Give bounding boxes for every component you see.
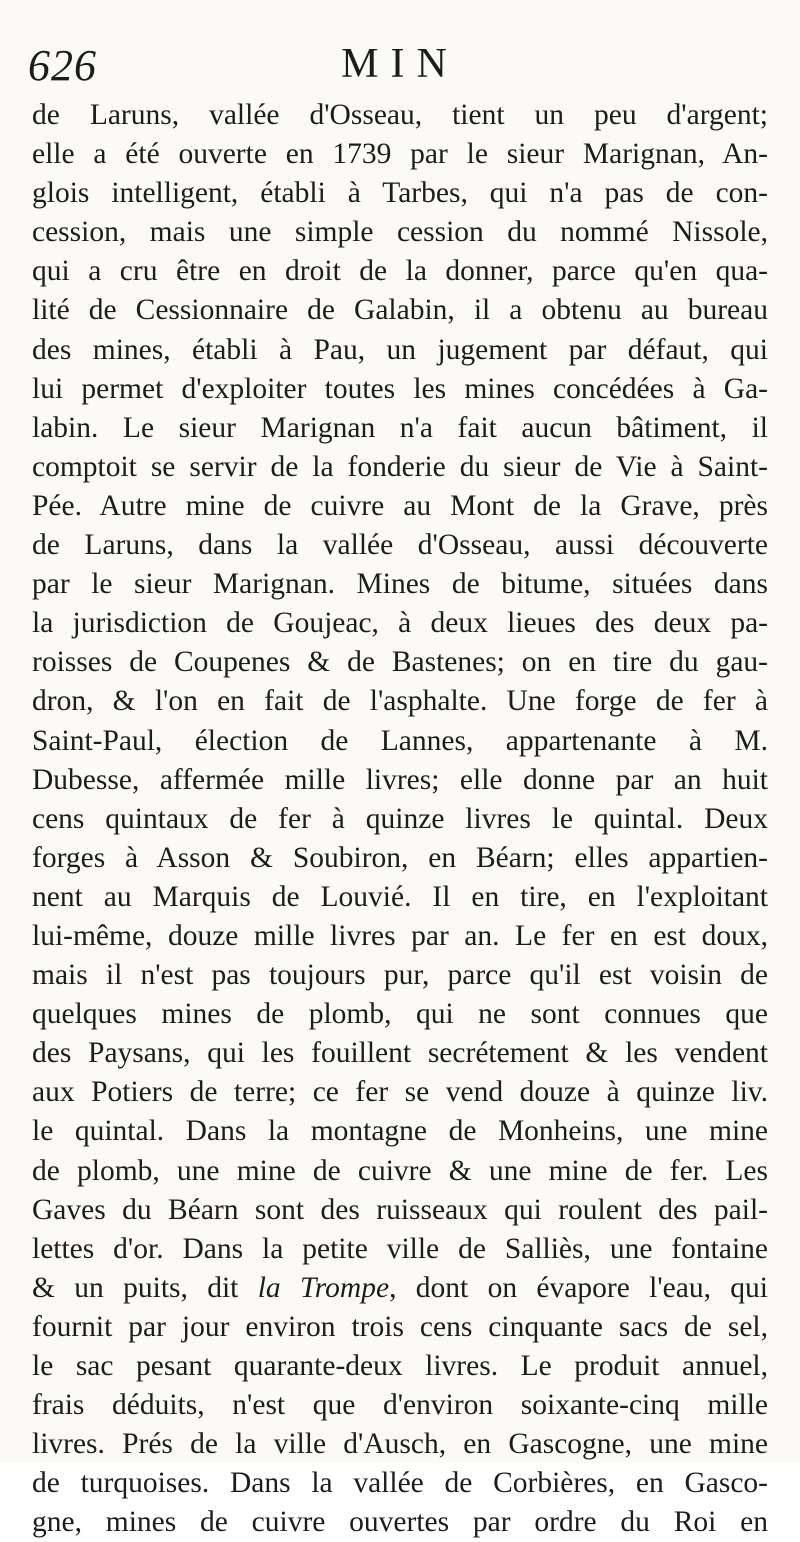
text-line: lui permet d'exploiter toutes les mines concédées à Ga-: [32, 372, 768, 405]
text-line: de Laruns, vallée d'Osseau, tient un peu d'argent;: [32, 99, 768, 131]
text-line: par le sieur Marignan. Mines de bitume, situées dans: [32, 568, 768, 601]
text-line: des mines, établi à Pau, un jugement par défaut, qui: [32, 333, 768, 366]
text-line: Dubesse, affermée mille livres; elle donne par an huit: [32, 763, 768, 796]
text-line: dron, & l'on en fait de l'asphalte. Une forge de fer à: [32, 685, 768, 718]
italic-phrase: la Trompe: [257, 1271, 390, 1304]
text-line: de Laruns, dans la vallée d'Osseau, aussi découverte: [32, 529, 768, 562]
text-line: lettes d'or. Dans la petite ville de Salliès, une fontaine: [32, 1232, 768, 1265]
text-line: cens quintaux de fer à quinze livres le quintal. Deux: [32, 802, 768, 835]
text-line: frais déduits, n'est que d'environ soixante-cinq mille: [32, 1389, 768, 1422]
text-line: cession, mais une simple cession du nommé Nissole,: [32, 216, 768, 249]
body-text: [32, 96, 768, 1542]
text-line: le quintal. Dans la montagne de Monheins, une mine: [32, 1115, 768, 1148]
text-line: Saint-Paul, élection de Lannes, appartenante à M.: [32, 724, 768, 757]
text-line: forges à Asson & Soubiron, en Béarn; elles appartien-: [32, 841, 768, 874]
text-line: labin. Le sieur Marignan n'a fait aucun bâtiment, il: [32, 411, 768, 444]
text-line: de turquoises. Dans la vallée de Corbières, en Gasco-: [32, 1467, 768, 1500]
text-line: qui a cru être en droit de la donner, parce qu'en qua-: [32, 255, 768, 288]
text-line: comptoit se servir de la fonderie du sieur de Vie à Saint-: [32, 450, 768, 483]
text-line: la jurisdiction de Goujeac, à deux lieues des deux pa-: [32, 607, 768, 640]
text-line: mais il n'est pas toujours pur, parce qu'il est voisin de: [32, 959, 768, 992]
text-line-with-italic: [32, 1269, 768, 1308]
running-head: MIN: [341, 41, 459, 87]
text-line: lité de Cessionnaire de Galabin, il a obtenu au bureau: [32, 294, 768, 327]
text-line: roisses de Coupenes & de Bastenes; on en tire du gau-: [32, 646, 768, 679]
text-line: gne, mines de cuivre ouvertes par ordre du Roi en: [32, 1506, 768, 1539]
text-line: glois intelligent, établi à Tarbes, qui n'a pas de con-: [32, 177, 768, 210]
text-line: Pée. Autre mine de cuivre au Mont de la Grave, près: [32, 489, 768, 522]
text-line: Gaves du Béarn sont des ruisseaux qui roulent des pail-: [32, 1193, 768, 1226]
text-line: de plomb, une mine de cuivre & une mine de fer. Les: [32, 1154, 768, 1187]
page-header: [28, 40, 772, 96]
text-segment: , dont on évapore l'eau, qui: [389, 1271, 768, 1304]
text-line: lui-même, douze mille livres par an. Le fer en est doux,: [32, 919, 768, 952]
text-line: des Paysans, qui les fouillent secrétement & les vendent: [32, 1037, 768, 1070]
text-segment: & un puits, dit: [32, 1271, 258, 1304]
text-line: nent au Marquis de Louvié. Il en tire, en l'exploitant: [32, 880, 768, 913]
text-line: fournit par jour environ trois cens cinquante sacs de sel,: [32, 1310, 768, 1343]
text-line: livres. Prés de la ville d'Ausch, en Gascogne, une mine: [32, 1428, 768, 1461]
text-line: aux Potiers de terre; ce fer se vend douze à quinze liv.: [32, 1076, 768, 1109]
text-line: quelques mines de plomb, qui ne sont connues que: [32, 998, 768, 1031]
text-line: le sac pesant quarante-deux livres. Le produit annuel,: [32, 1350, 768, 1382]
text-line: elle a été ouverte en 1739 par le sieur Marignan, An-: [32, 138, 768, 171]
page-number: 626: [28, 41, 97, 90]
